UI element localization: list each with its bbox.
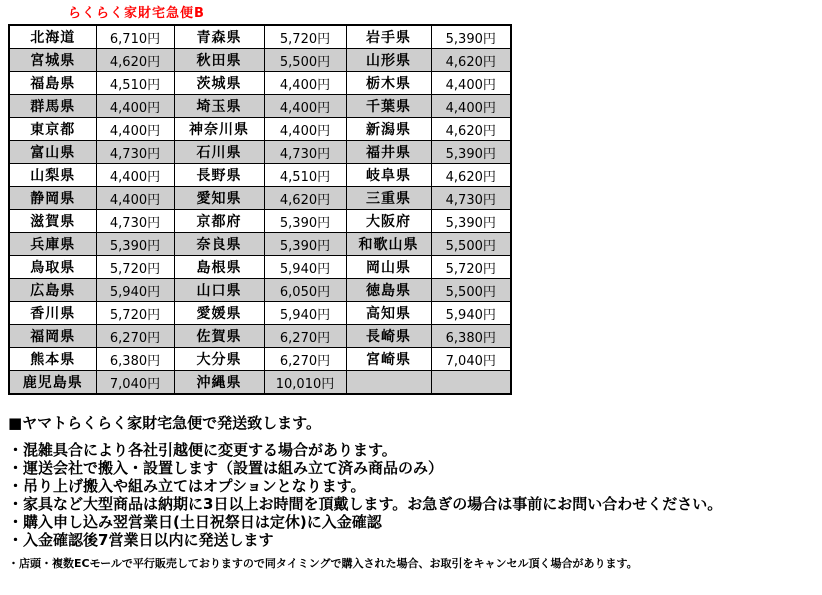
price-cell: 7,040円	[431, 348, 511, 371]
table-row	[9, 72, 511, 95]
prefecture-cell: 京都府	[174, 210, 264, 233]
prefecture-cell: 滋賀県	[9, 210, 96, 233]
prefecture-cell: 富山県	[9, 141, 96, 164]
prefecture-cell: 山口県	[174, 279, 264, 302]
price-cell: 4,400円	[431, 95, 511, 118]
price-cell: 6,270円	[264, 348, 346, 371]
price-cell: 4,400円	[96, 164, 174, 187]
prefecture-cell: 宮崎県	[346, 348, 431, 371]
price-cell: 4,730円	[264, 141, 346, 164]
prefecture-cell: 鳥取県	[9, 256, 96, 279]
price-cell: 4,400円	[431, 72, 511, 95]
prefecture-cell: 静岡県	[9, 187, 96, 210]
prefecture-cell: 栃木県	[346, 72, 431, 95]
table-row	[9, 164, 511, 187]
shipping-fee-table	[8, 24, 512, 395]
prefecture-cell: 岩手県	[346, 25, 431, 49]
note-bullet: ・購入申し込み翌営業日(土日祝祭日は定休)に入金確認	[8, 513, 382, 531]
price-cell: 4,620円	[431, 118, 511, 141]
prefecture-cell: 大分県	[174, 348, 264, 371]
price-cell: 10,010円	[264, 371, 346, 395]
prefecture-cell: 鹿児島県	[9, 371, 96, 395]
table-row	[9, 210, 511, 233]
price-cell: 5,720円	[264, 25, 346, 49]
prefecture-cell: 石川県	[174, 141, 264, 164]
price-cell: 6,380円	[96, 348, 174, 371]
notes-heading: ■ヤマトらくらく家財宅急便で発送致します。	[8, 414, 321, 432]
price-cell: 4,620円	[264, 187, 346, 210]
prefecture-cell: 東京都	[9, 118, 96, 141]
prefecture-cell: 島根県	[174, 256, 264, 279]
price-cell: 5,500円	[431, 279, 511, 302]
prefecture-cell: 佐賀県	[174, 325, 264, 348]
small-note: ・店頭・複数ECモールで平行販売しておりますので同タイミングで購入された場合、お取引をキャンセル頂く場合があります。	[8, 557, 638, 570]
table-row	[9, 279, 511, 302]
price-cell: 4,400円	[264, 72, 346, 95]
price-cell: 4,510円	[264, 164, 346, 187]
prefecture-cell: 長野県	[174, 164, 264, 187]
table-row	[9, 325, 511, 348]
prefecture-cell: 岐阜県	[346, 164, 431, 187]
prefecture-cell: 愛媛県	[174, 302, 264, 325]
price-cell: 4,400円	[264, 118, 346, 141]
prefecture-cell: 和歌山県	[346, 233, 431, 256]
prefecture-cell: 新潟県	[346, 118, 431, 141]
prefecture-cell: 奈良県	[174, 233, 264, 256]
note-bullet: ・吊り上げ搬入や組み立てはオプションとなります。	[8, 477, 366, 495]
price-cell	[431, 371, 511, 395]
table-row	[9, 118, 511, 141]
prefecture-cell: 茨城県	[174, 72, 264, 95]
note-bullet: ・混雑具合により各社引越便に変更する場合があります。	[8, 441, 397, 459]
price-cell: 6,710円	[96, 25, 174, 49]
price-cell: 4,620円	[431, 49, 511, 72]
prefecture-cell: 群馬県	[9, 95, 96, 118]
price-cell: 5,720円	[431, 256, 511, 279]
table-row	[9, 302, 511, 325]
price-cell: 6,270円	[96, 325, 174, 348]
prefecture-cell: 宮城県	[9, 49, 96, 72]
table-row	[9, 95, 511, 118]
price-cell: 5,940円	[264, 302, 346, 325]
table-row	[9, 371, 511, 395]
prefecture-cell: 青森県	[174, 25, 264, 49]
table-row	[9, 49, 511, 72]
prefecture-cell: 徳島県	[346, 279, 431, 302]
price-cell: 7,040円	[96, 371, 174, 395]
prefecture-cell: 福井県	[346, 141, 431, 164]
table-row	[9, 233, 511, 256]
price-cell: 4,400円	[264, 95, 346, 118]
page-title: らくらく家財宅急便B	[68, 6, 205, 21]
price-cell: 5,390円	[264, 210, 346, 233]
prefecture-cell: 千葉県	[346, 95, 431, 118]
price-cell: 4,730円	[431, 187, 511, 210]
price-cell: 5,390円	[264, 233, 346, 256]
prefecture-cell	[346, 371, 431, 395]
price-cell: 5,720円	[96, 302, 174, 325]
table-row	[9, 25, 511, 49]
note-bullet: ・家具など大型商品は納期に3日以上お時間を頂戴します。お急ぎの場合は事前にお問い合わせください。	[8, 495, 723, 513]
price-cell: 5,390円	[431, 25, 511, 49]
price-cell: 5,500円	[431, 233, 511, 256]
prefecture-cell: 香川県	[9, 302, 96, 325]
table-row	[9, 348, 511, 371]
price-cell: 4,620円	[431, 164, 511, 187]
table-row	[9, 141, 511, 164]
price-cell: 4,730円	[96, 141, 174, 164]
price-cell: 5,390円	[431, 210, 511, 233]
fee-table-body	[9, 25, 511, 394]
prefecture-cell: 愛知県	[174, 187, 264, 210]
prefecture-cell: 山形県	[346, 49, 431, 72]
price-cell: 5,390円	[431, 141, 511, 164]
prefecture-cell: 三重県	[346, 187, 431, 210]
price-cell: 4,400円	[96, 95, 174, 118]
prefecture-cell: 北海道	[9, 25, 96, 49]
price-cell: 4,400円	[96, 187, 174, 210]
price-cell: 5,940円	[264, 256, 346, 279]
prefecture-cell: 長崎県	[346, 325, 431, 348]
prefecture-cell: 秋田県	[174, 49, 264, 72]
price-cell: 5,940円	[431, 302, 511, 325]
price-cell: 5,720円	[96, 256, 174, 279]
price-cell: 5,940円	[96, 279, 174, 302]
table-row	[9, 256, 511, 279]
price-cell: 6,270円	[264, 325, 346, 348]
prefecture-cell: 山梨県	[9, 164, 96, 187]
price-cell: 6,050円	[264, 279, 346, 302]
prefecture-cell: 神奈川県	[174, 118, 264, 141]
prefecture-cell: 高知県	[346, 302, 431, 325]
price-cell: 4,400円	[96, 118, 174, 141]
note-bullet: ・運送会社で搬入・設置します（設置は組み立て済み商品のみ）	[8, 459, 444, 477]
price-cell: 5,500円	[264, 49, 346, 72]
prefecture-cell: 埼玉県	[174, 95, 264, 118]
prefecture-cell: 広島県	[9, 279, 96, 302]
prefecture-cell: 熊本県	[9, 348, 96, 371]
price-cell: 4,620円	[96, 49, 174, 72]
prefecture-cell: 福岡県	[9, 325, 96, 348]
prefecture-cell: 福島県	[9, 72, 96, 95]
price-cell: 6,380円	[431, 325, 511, 348]
note-bullet: ・入金確認後7営業日以内に発送します	[8, 531, 274, 549]
price-cell: 4,510円	[96, 72, 174, 95]
prefecture-cell: 兵庫県	[9, 233, 96, 256]
prefecture-cell: 沖縄県	[174, 371, 264, 395]
notes-list	[8, 441, 722, 549]
price-cell: 4,730円	[96, 210, 174, 233]
table-row	[9, 187, 511, 210]
prefecture-cell: 大阪府	[346, 210, 431, 233]
prefecture-cell: 岡山県	[346, 256, 431, 279]
price-cell: 5,390円	[96, 233, 174, 256]
